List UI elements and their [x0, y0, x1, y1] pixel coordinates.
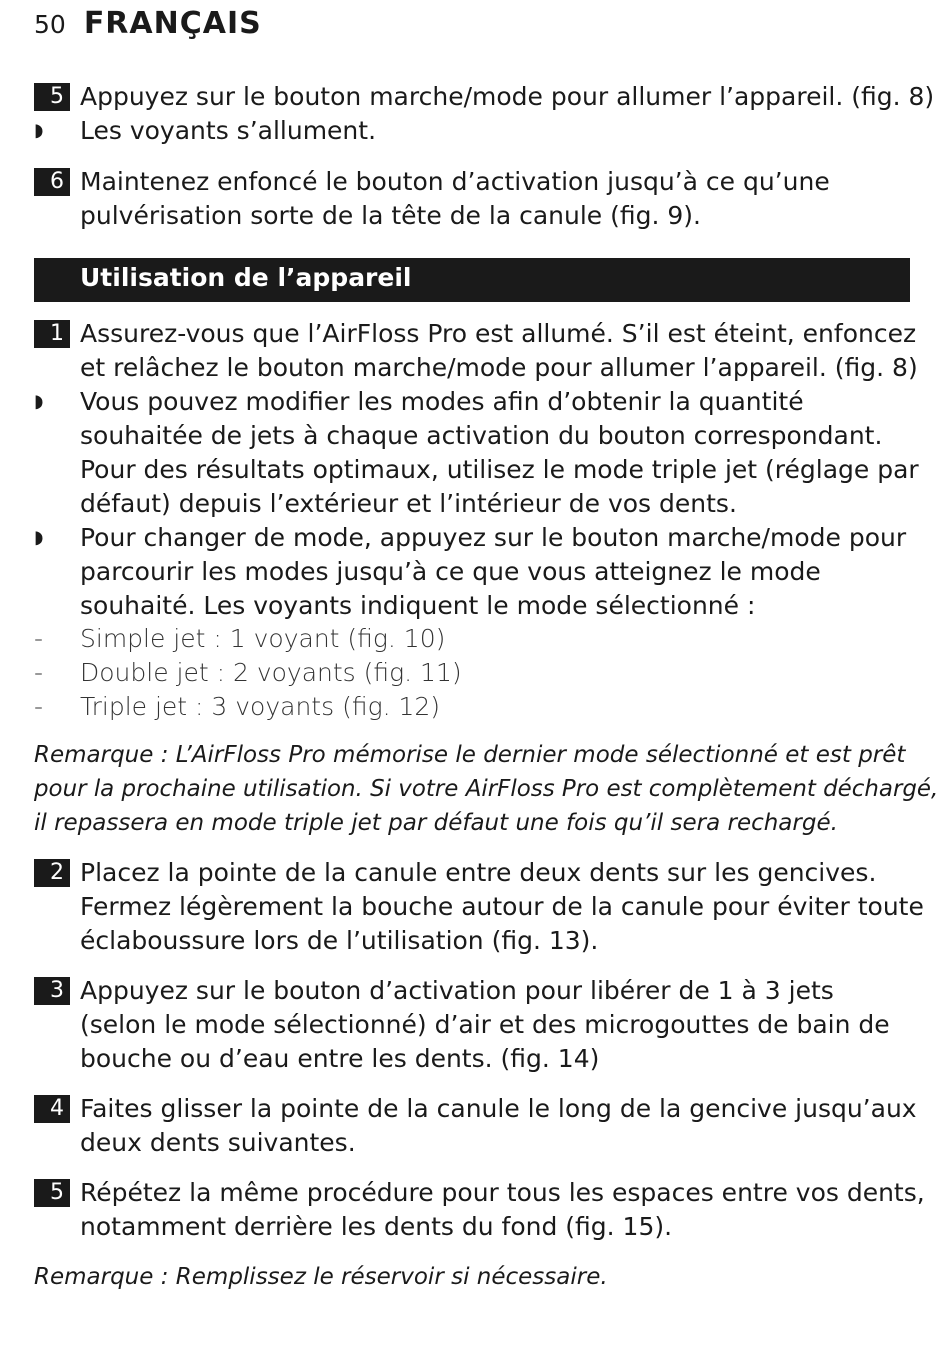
step-text: pulvérisation sorte de la tête de la canule (fig. 9). — [80, 201, 701, 230]
step-number-badge: 3 — [34, 977, 70, 1005]
bullet-text: parcourir les modes jusqu’à ce que vous atteignez le mode — [80, 557, 821, 586]
dash-marker: - — [34, 658, 44, 687]
bullet-text: Les voyants s’allument. — [80, 116, 377, 145]
step-number-badge: 5 — [34, 83, 70, 111]
step-number-badge: 1 — [34, 320, 70, 348]
step-number-badge: 6 — [34, 168, 70, 196]
step-text: Assurez-vous que l’AirFloss Pro est allumé. S’il est éteint, enfoncez — [80, 319, 917, 348]
bullet-text: souhaitée de jets à chaque activation du bouton correspondant. — [80, 421, 883, 450]
bullet-text: défaut) depuis l’extérieur et l’intérieur de vos dents. — [80, 489, 737, 518]
note-text: Remarque : L’AirFloss Pro mémorise le dernier mode sélectionné et est prêt — [34, 742, 906, 768]
bullet-text: Vous pouvez modifier les modes afin d’obtenir la quantité — [80, 387, 804, 416]
step-text: (selon le mode sélectionné) d’air et des microgouttes de bain de — [80, 1010, 890, 1039]
bullet-text: Pour des résultats optimaux, utilisez le mode triple jet (réglage par — [80, 455, 919, 484]
step-number-badge: 4 — [34, 1095, 70, 1123]
step-text: Appuyez sur le bouton marche/mode pour allumer l’appareil. (fig. 8) — [80, 82, 935, 111]
bullet-icon: ◗ — [34, 120, 44, 141]
mode-item: Triple jet : 3 voyants (fig. 12) — [80, 692, 441, 721]
step-text: notamment derrière les dents du fond (fig. 15). — [80, 1212, 673, 1241]
section-header — [34, 258, 910, 302]
step-number-badge: 2 — [34, 859, 70, 887]
bullet-text: souhaité. Les voyants indiquent le mode sélectionné : — [80, 591, 756, 620]
step-number-badge: 5 — [34, 1179, 70, 1207]
step-text: deux dents suivantes. — [80, 1128, 356, 1157]
mode-item: Double jet : 2 voyants (fig. 11) — [80, 658, 462, 687]
step-text: Appuyez sur le bouton d’activation pour libérer de 1 à 3 jets — [80, 976, 834, 1005]
step-text: éclaboussure lors de l’utilisation (fig. 13). — [80, 926, 599, 955]
step-text: Fermez légèrement la bouche autour de la canule pour éviter toute — [80, 892, 924, 921]
dash-marker: - — [34, 624, 44, 653]
step-text: Répétez la même procédure pour tous les espaces entre vos dents, — [80, 1178, 925, 1207]
step-text: Faites glisser la pointe de la canule le long de la gencive jusqu’aux — [80, 1094, 917, 1123]
note-text: Remarque : Remplissez le réservoir si nécessaire. — [34, 1264, 608, 1290]
bullet-icon: ◗ — [34, 391, 44, 412]
page-number: 50 — [34, 10, 66, 39]
note-text: il repassera en mode triple jet par défaut une fois qu’il sera rechargé. — [34, 810, 838, 836]
step-text: Placez la pointe de la canule entre deux dents sur les gencives. — [80, 858, 877, 887]
bullet-icon: ◗ — [34, 527, 44, 548]
mode-item: Simple jet : 1 voyant (fig. 10) — [80, 624, 446, 653]
note-text: pour la prochaine utilisation. Si votre AirFloss Pro est complètement déchargé, — [34, 776, 939, 802]
section-title: Utilisation de l’appareil — [80, 263, 412, 292]
language-title: FRANÇAIS — [83, 6, 262, 41]
dash-marker: - — [34, 692, 44, 721]
step-text: bouche ou d’eau entre les dents. (fig. 14) — [80, 1044, 600, 1073]
step-text: Maintenez enfoncé le bouton d’activation jusqu’à ce qu’une — [80, 167, 830, 196]
page-header — [34, 6, 262, 46]
bullet-text: Pour changer de mode, appuyez sur le bouton marche/mode pour — [80, 523, 907, 552]
step-text: et relâchez le bouton marche/mode pour allumer l’appareil. (fig. 8) — [80, 353, 918, 382]
